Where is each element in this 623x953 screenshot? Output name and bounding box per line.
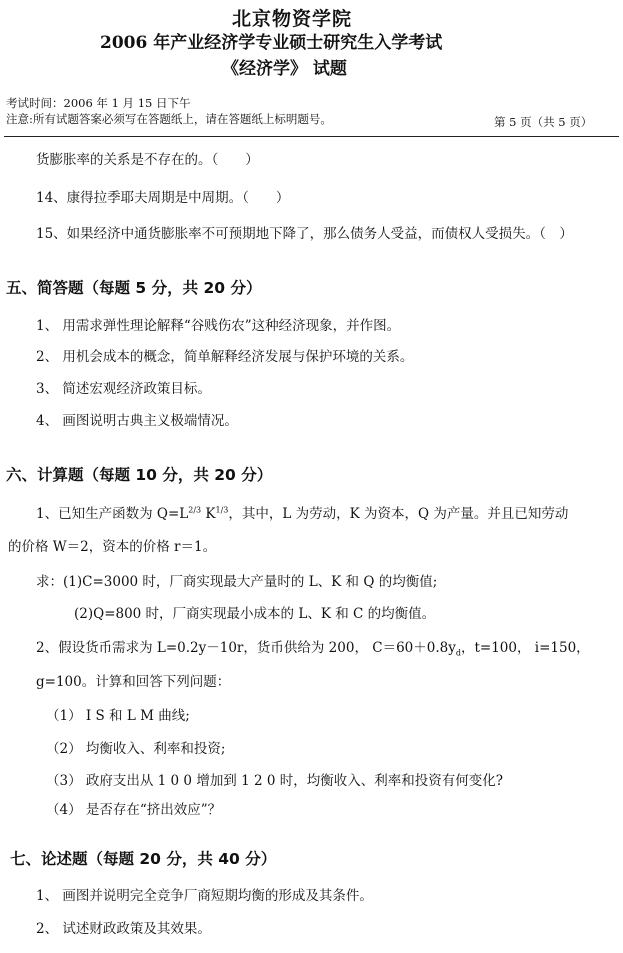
calc-q1-exp-k: 1/3 [215, 505, 229, 515]
school-name: 北京物资学院 [232, 8, 353, 30]
section5-item-2: 2、 用机会成本的概念，简单解释经济发展与保护环境的关系。 [36, 349, 414, 365]
calc-q2-sub-d: d [455, 648, 461, 658]
judge-item-13-tail: 货膨胀率的关系是不存在的。（ ） [36, 152, 259, 168]
calc-q1-exp-l: 2/3 [188, 505, 202, 515]
section5-item-3: 3、 简述宏观经济政策目标。 [36, 381, 211, 397]
section5-title: 五、简答题（每题 5 分，共 20 分） [6, 279, 262, 297]
calc-q1-sub1: 求：(1)C=3000 时，厂商实现最大产量时的 L、K 和 Q 的均衡值; [36, 574, 438, 590]
section6-title: 六、计算题（每题 10 分，共 20 分） [6, 466, 273, 484]
calc-q1-line1 [36, 502, 568, 522]
judge-item-14: 14、康得拉季耶夫周期是中周期。（ ） [36, 190, 290, 206]
calc-q2-item-3: （3） 政府支出从 1 0 0 增加到 1 2 0 时，均衡收入、利率和投资有何变化? [46, 773, 503, 789]
calc-q2-item-4: （4） 是否存在“挤出效应”？ [46, 802, 222, 818]
calc-q2-line2: g=100。计算和回答下列问题： [36, 674, 231, 690]
judge-item-15: 15、如果经济中通货膨胀率不可预期地下降了，那么债务人受益，而债权人受损失。（ ） [36, 226, 573, 242]
calc-q2-item-1: （1） I S 和 L M 曲线; [46, 708, 190, 724]
subject-title: 《经济学》 试题 [222, 59, 347, 79]
section7-item-2: 2、 试述财政政策及其效果。 [36, 921, 211, 937]
exam-title: 2006 年产业经济学专业硕士研究生入学考试 [100, 33, 443, 53]
exam-notice: 注意:所有试题答案必须写在答题纸上，请在答题纸上标明题号。 [6, 112, 332, 126]
calc-q2-item-2: （2） 均衡收入、利率和投资; [46, 741, 226, 757]
calc-q2-line1-a: 2、假设货币需求为 L=0.2y－10r，货币供给为 200， C＝60＋0.8y [36, 640, 456, 656]
calc-q1-line2: 的价格 W＝2，资本的价格 r＝1。 [8, 539, 217, 555]
calc-q2-line1-b: ，t=100， i=150， [460, 640, 590, 656]
section5-item-4: 4、 画图说明古典主义极端情况。 [36, 413, 238, 429]
calc-q1-line1-b: K [201, 506, 216, 522]
header-divider [4, 136, 619, 137]
section7-item-1: 1、 画图并说明完全竞争厂商短期均衡的形成及其条件。 [36, 888, 373, 904]
calc-q1-line1-a: 1、已知生产函数为 Q=L [36, 506, 189, 522]
page-indicator: 第 5 页（共 5 页） [494, 115, 593, 129]
exam-time: 考试时间：2006 年 1 月 15 日下午 [6, 96, 191, 110]
section7-title: 七、论述题（每题 20 分，共 40 分） [10, 850, 277, 868]
calc-q2-line1 [36, 636, 590, 658]
calc-q1-line1-c: ，其中，L 为劳动，K 为资本，Q 为产量。并且已知劳动 [228, 506, 569, 522]
section5-item-1: 1、 用需求弹性理论解释“谷贱伤农”这种经济现象，并作图。 [36, 318, 401, 334]
calc-q1-sub2: (2)Q=800 时，厂商实现最小成本的 L、K 和 C 的均衡值。 [74, 606, 436, 622]
